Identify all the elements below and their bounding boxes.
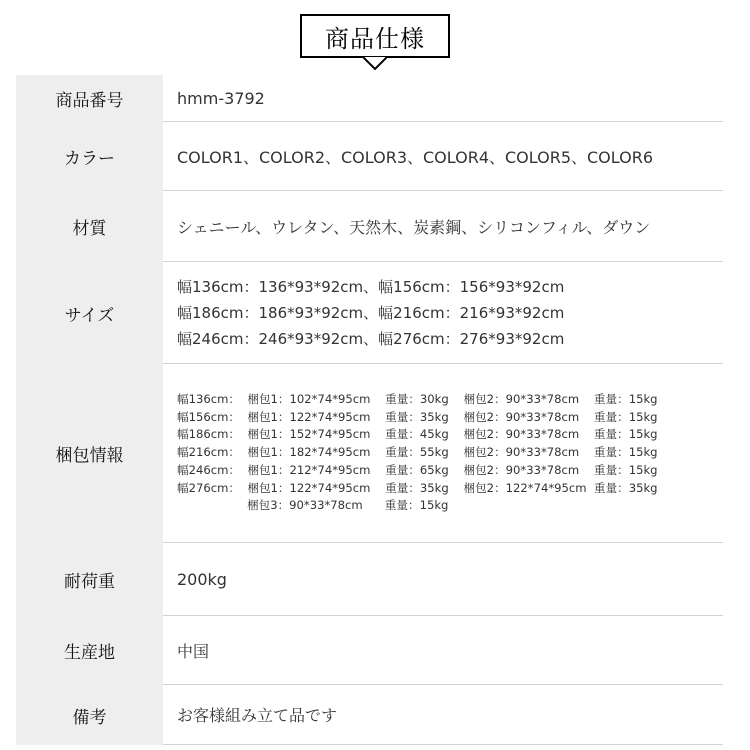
packing-line: 幅136cm： 梱包1：102*74*95cm 重量：30kg 梱包2：90*33*78cm 重量：15kg (177, 392, 658, 407)
value-remarks: お客様組み立て品です (163, 685, 723, 745)
row-color (16, 122, 723, 191)
section-heading (0, 0, 750, 70)
size-line: 幅136cm：136*93*92cm、幅156cm：156*93*92cm (177, 277, 565, 296)
size-line: 幅186cm：186*93*92cm、幅216cm：216*93*92cm (177, 303, 565, 322)
label-load-capacity: 耐荷重 (16, 543, 163, 616)
label-product-number: 商品番号 (16, 75, 163, 122)
row-origin (16, 616, 723, 685)
row-packing-info (16, 364, 723, 543)
label-size: サイズ (16, 262, 163, 364)
packing-line: 幅276cm： 梱包1：122*74*95cm 重量：35kg 梱包2：122*74*95cm 重量：35kg (177, 480, 658, 495)
row-product-number (16, 75, 723, 122)
row-size (16, 262, 723, 364)
label-remarks: 備考 (16, 685, 163, 745)
packing-line: 幅156cm： 梱包1：122*74*95cm 重量：35kg 梱包2：90*33*78cm 重量：15kg (177, 409, 658, 424)
value-product-number: hmm-3792 (163, 75, 723, 122)
row-material (16, 191, 723, 262)
packing-line: 梱包3：90*33*78cm 重量：15kg (177, 498, 449, 513)
value-color: COLOR1、COLOR2、COLOR3、COLOR4、COLOR5、COLOR6 (163, 122, 723, 191)
value-load-capacity: 200kg (163, 543, 723, 616)
packing-line: 幅246cm： 梱包1：212*74*95cm 重量：65kg 梱包2：90*33*78cm 重量：15kg (177, 462, 658, 477)
value-origin: 中国 (163, 616, 723, 685)
packing-line: 幅216cm： 梱包1：182*74*95cm 重量：55kg 梱包2：90*33*78cm 重量：15kg (177, 445, 658, 460)
packing-line: 幅186cm： 梱包1：152*74*95cm 重量：45kg 梱包2：90*33*78cm 重量：15kg (177, 427, 658, 442)
row-remarks (16, 685, 723, 745)
value-packing-info (163, 364, 723, 543)
label-packing-info: 梱包情報 (16, 364, 163, 543)
label-origin: 生産地 (16, 616, 163, 685)
value-size (163, 262, 723, 364)
row-load-capacity (16, 543, 723, 616)
size-line: 幅246cm：246*93*92cm、幅276cm：276*93*92cm (177, 329, 565, 348)
value-material: シェニール、ウレタン、天然木、炭素鋼、シリコンフィル、ダウン (163, 191, 723, 262)
title-pointer-arrow (363, 57, 387, 70)
section-title: 商品仕様 (300, 14, 450, 58)
label-color: カラー (16, 122, 163, 191)
label-material: 材質 (16, 191, 163, 262)
